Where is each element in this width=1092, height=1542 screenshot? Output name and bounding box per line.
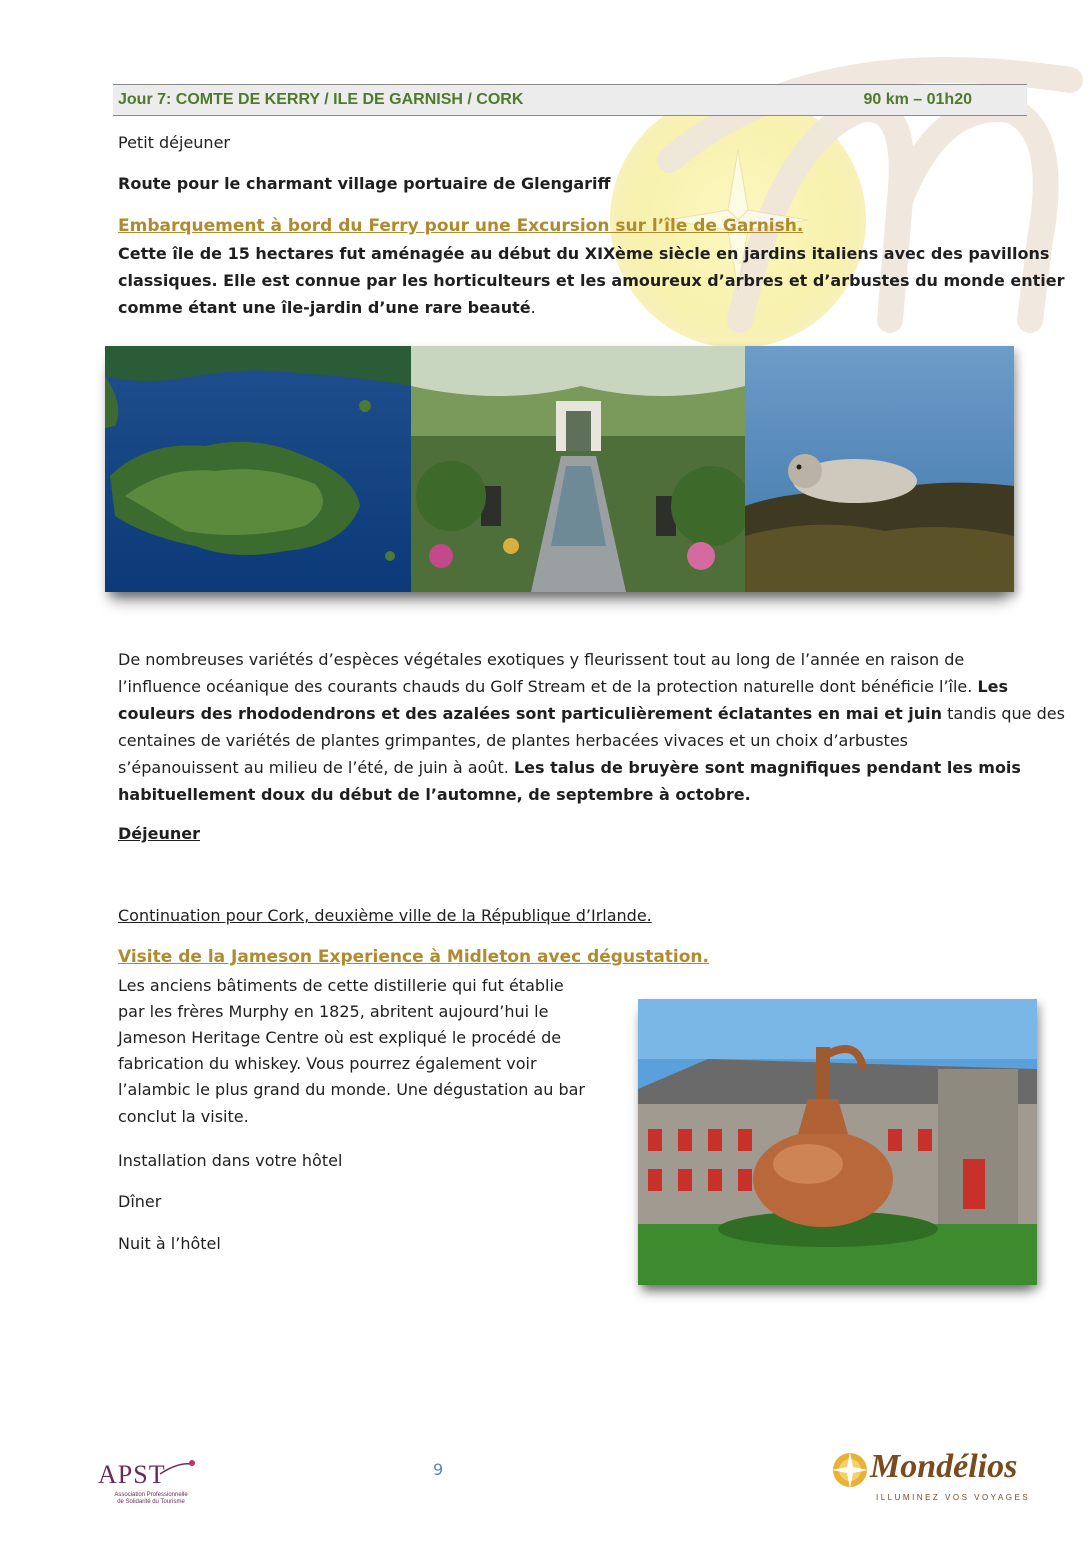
jameson-line-4: fabrication du whiskey. Vous pourrez également voir — [118, 1054, 537, 1073]
apst-logo — [96, 1458, 206, 1518]
apst-wordmark: APST — [98, 1460, 166, 1489]
day-header-bar — [113, 84, 1027, 116]
compass-sun-icon — [830, 1450, 870, 1490]
island-aerial-photo — [105, 346, 411, 592]
italian-garden-photo — [411, 346, 745, 592]
watermark-logo — [610, 20, 1090, 380]
route-text: Route pour le charmant village portuaire de Glengariff — [118, 174, 611, 193]
jameson-line-2: par les frères Murphy en 1825, abritent aujourd’hui le — [118, 1002, 549, 1021]
night-text: Nuit à l’hôtel — [118, 1234, 221, 1253]
jameson-line-1: Les anciens bâtiments de cette distillerie qui fut établie — [118, 976, 564, 995]
continuation-text: Continuation pour Cork, deuxième ville de la République d’Irlande. — [118, 906, 652, 925]
day-distance: 90 km – 01h20 — [863, 91, 972, 108]
flora-line-2: l’influence océanique des courants chauds du Golf Stream et de la protection naturelle dont bénéficie l’île. Les — [118, 677, 1009, 696]
garnish-photo-strip — [105, 346, 1014, 592]
island-intro-line-2: classiques. Elle est connue par les horticulteurs et les amoureux d’arbres et d’arbustes du monde entier — [118, 271, 1065, 290]
jameson-distillery-photo — [638, 999, 1037, 1285]
mondelios-tagline: ILLUMINEZ VOS VOYAGES — [876, 1493, 1031, 1502]
jameson-line-5: l’alambic le plus grand du monde. Une dégustation au bar — [118, 1080, 585, 1099]
jameson-heading: Visite de la Jameson Experience à Midleton avec dégustation. — [118, 947, 709, 967]
dinner-text: Dîner — [118, 1192, 162, 1211]
flora-line-1: De nombreuses variétés d’espèces végétales exotiques y fleurissent tout au long de l’année en raison de — [118, 650, 965, 669]
flora-line-3: couleurs des rhododendrons et des azalées sont particulièrement éclatantes en mai et juin tandis que des — [118, 704, 1065, 723]
jameson-line-6: conclut la visite. — [118, 1107, 249, 1126]
apst-swoosh-icon — [158, 1458, 198, 1478]
hotel-text: Installation dans votre hôtel — [118, 1151, 343, 1170]
flora-line-6: habituellement doux du début de l’automne, de septembre à octobre. — [118, 785, 751, 804]
breakfast-text: Petit déjeuner — [118, 133, 230, 152]
seal-photo — [745, 346, 1014, 592]
jameson-line-3: Jameson Heritage Centre où est expliqué le procédé de — [118, 1028, 562, 1047]
day-title: Jour 7: COMTE DE KERRY / ILE DE GARNISH / CORK — [118, 91, 524, 108]
island-intro-line-3: comme étant une île-jardin d’une rare beauté. — [118, 298, 536, 317]
apst-subtitle: Association Professionnelle de Solidarité du Tourisme — [114, 1492, 188, 1505]
island-intro-line-1: Cette île de 15 hectares fut aménagée au début du XIXème siècle en jardins italiens avec des pavillons — [118, 244, 1050, 263]
flora-line-5: s’épanouissent au milieu de l’été, de juin à août. Les talus de bruyère sont magnifiques pendant les mois — [118, 758, 1021, 777]
flora-line-4: centaines de variétés de plantes grimpantes, de plantes herbacées vivaces et un choix d’arbustes — [118, 731, 908, 750]
mondelios-logo — [830, 1448, 1030, 1518]
mondelios-wordmark: Mondélios — [870, 1448, 1018, 1485]
ferry-heading: Embarquement à bord du Ferry pour une Excursion sur l’île de Garnish. — [118, 216, 804, 236]
lunch-text: Déjeuner — [118, 824, 200, 843]
page-number: 9 — [433, 1460, 444, 1479]
